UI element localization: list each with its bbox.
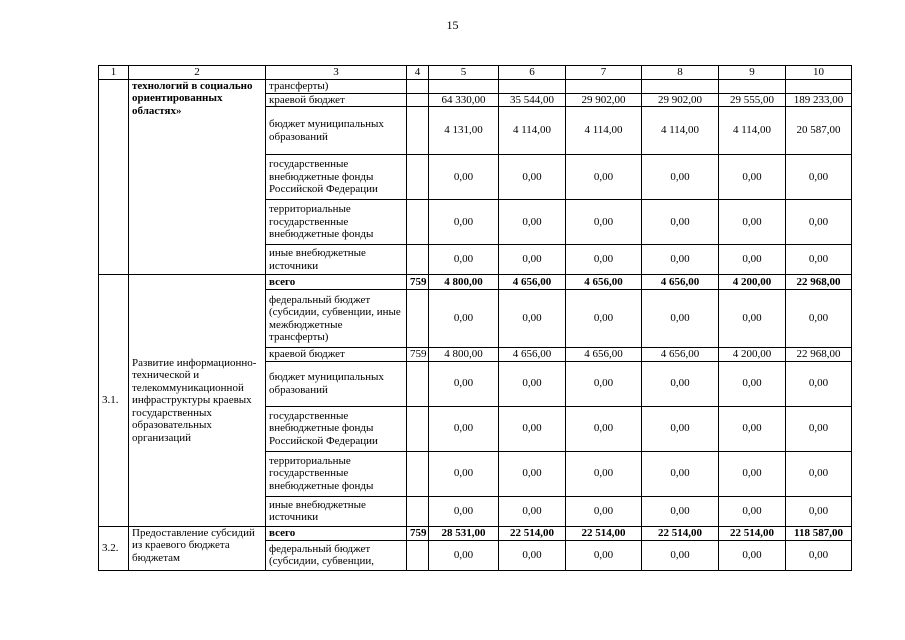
code-cell	[407, 155, 429, 200]
source-label: иные внебюджетные источники	[266, 245, 407, 275]
value-cell-col9: 4 200,00	[719, 348, 786, 362]
value-cell-col6: 4 114,00	[499, 107, 566, 155]
value-cell-col10: 0,00	[786, 361, 852, 406]
value-cell-col6: 0,00	[499, 200, 566, 245]
value-cell-col8: 0,00	[642, 155, 719, 200]
value-cell-col9	[719, 79, 786, 93]
source-label: бюджет муниципальных образований	[266, 361, 407, 406]
value-cell-col8: 29 902,00	[642, 93, 719, 107]
value-cell-col9: 4 114,00	[719, 107, 786, 155]
value-cell-col10: 118 587,00	[786, 526, 852, 540]
value-cell-col5: 4 800,00	[429, 348, 499, 362]
value-cell-col7: 0,00	[566, 155, 642, 200]
value-cell-col7: 0,00	[566, 200, 642, 245]
value-cell-col10: 0,00	[786, 540, 852, 570]
value-cell-col10	[786, 79, 852, 93]
value-cell-col8: 4 656,00	[642, 348, 719, 362]
value-cell-col5: 0,00	[429, 155, 499, 200]
value-cell-col8: 0,00	[642, 540, 719, 570]
value-cell-col5: 4 800,00	[429, 275, 499, 290]
header-cell-9: 9	[719, 66, 786, 80]
value-cell-col6: 0,00	[499, 406, 566, 451]
value-cell-col8: 0,00	[642, 406, 719, 451]
source-label: территориальные государственные внебюджетные фонды	[266, 200, 407, 245]
value-cell-col5: 0,00	[429, 496, 499, 526]
value-cell-col8: 4 114,00	[642, 107, 719, 155]
value-cell-col6: 22 514,00	[499, 526, 566, 540]
value-cell-col9: 0,00	[719, 245, 786, 275]
value-cell-col7: 0,00	[566, 540, 642, 570]
header-cell-3: 3	[266, 66, 407, 80]
code-cell	[407, 451, 429, 496]
value-cell-col9: 0,00	[719, 406, 786, 451]
value-cell-col10: 22 968,00	[786, 348, 852, 362]
header-cell-10: 10	[786, 66, 852, 80]
code-cell	[407, 200, 429, 245]
value-cell-col9: 4 200,00	[719, 275, 786, 290]
value-cell-col10: 0,00	[786, 290, 852, 348]
code-cell: 759	[407, 348, 429, 362]
value-cell-col6: 4 656,00	[499, 348, 566, 362]
value-cell-col10: 189 233,00	[786, 93, 852, 107]
value-cell-col10: 0,00	[786, 451, 852, 496]
value-cell-col6: 0,00	[499, 245, 566, 275]
source-label: федеральный бюджет (субсидии, субвенции, иные межбюджетные трансферты)	[266, 290, 407, 348]
value-cell-col5: 0,00	[429, 200, 499, 245]
header-row	[99, 66, 852, 80]
header-cell-1: 1	[99, 66, 129, 80]
source-label: федеральный бюджет (субсидии, субвенции,	[266, 540, 407, 570]
code-cell	[407, 245, 429, 275]
header-cell-6: 6	[499, 66, 566, 80]
header-cell-5: 5	[429, 66, 499, 80]
code-cell	[407, 540, 429, 570]
value-cell-col5: 0,00	[429, 451, 499, 496]
value-cell-col6: 0,00	[499, 155, 566, 200]
value-cell-col5: 64 330,00	[429, 93, 499, 107]
value-cell-col6: 4 656,00	[499, 275, 566, 290]
value-cell-col6: 0,00	[499, 496, 566, 526]
value-cell-col8: 0,00	[642, 200, 719, 245]
value-cell-col10: 0,00	[786, 245, 852, 275]
source-label: государственные внебюджетные фонды Российской Федерации	[266, 155, 407, 200]
value-cell-col9: 0,00	[719, 540, 786, 570]
source-label: всего	[266, 526, 407, 540]
value-cell-col8: 0,00	[642, 496, 719, 526]
source-label: территориальные государственные внебюджетные фонды	[266, 451, 407, 496]
measure-name: технологий в социально ориентированных областях»	[129, 79, 266, 275]
value-cell-col9: 0,00	[719, 496, 786, 526]
value-cell-col8	[642, 79, 719, 93]
value-cell-col6	[499, 79, 566, 93]
value-cell-col9: 29 555,00	[719, 93, 786, 107]
row-index	[99, 79, 129, 275]
value-cell-col10: 20 587,00	[786, 107, 852, 155]
value-cell-col9: 0,00	[719, 155, 786, 200]
source-label: иные внебюджетные источники	[266, 496, 407, 526]
value-cell-col10: 0,00	[786, 155, 852, 200]
value-cell-col10: 22 968,00	[786, 275, 852, 290]
code-cell: 759	[407, 526, 429, 540]
source-label: краевой бюджет	[266, 93, 407, 107]
page-number: 15	[446, 18, 459, 32]
value-cell-col7: 0,00	[566, 290, 642, 348]
value-cell-col8: 0,00	[642, 245, 719, 275]
table-row	[99, 79, 852, 93]
value-cell-col5: 0,00	[429, 290, 499, 348]
code-cell: 759	[407, 275, 429, 290]
value-cell-col7: 4 656,00	[566, 348, 642, 362]
value-cell-col6: 35 544,00	[499, 93, 566, 107]
header-cell-2: 2	[129, 66, 266, 80]
value-cell-col9: 0,00	[719, 290, 786, 348]
source-label: краевой бюджет	[266, 348, 407, 362]
value-cell-col6: 0,00	[499, 540, 566, 570]
row-index: 3.1.	[99, 275, 129, 527]
value-cell-col5: 0,00	[429, 245, 499, 275]
measure-name: Развитие информационно-технической и телекоммуникационной инфраструктуры краевых государственных образовательных организаций	[129, 275, 266, 527]
source-label: трансферты)	[266, 79, 407, 93]
value-cell-col7: 4 114,00	[566, 107, 642, 155]
table-row	[99, 275, 852, 290]
value-cell-col6: 0,00	[499, 361, 566, 406]
value-cell-col5: 28 531,00	[429, 526, 499, 540]
table-row	[99, 526, 852, 540]
code-cell	[407, 406, 429, 451]
value-cell-col9: 22 514,00	[719, 526, 786, 540]
code-cell	[407, 107, 429, 155]
value-cell-col10: 0,00	[786, 496, 852, 526]
code-cell	[407, 496, 429, 526]
code-cell	[407, 290, 429, 348]
value-cell-col7	[566, 79, 642, 93]
value-cell-col7: 0,00	[566, 406, 642, 451]
value-cell-col5: 4 131,00	[429, 107, 499, 155]
value-cell-col7: 0,00	[566, 361, 642, 406]
budget-table	[98, 65, 852, 571]
source-label: всего	[266, 275, 407, 290]
value-cell-col5	[429, 79, 499, 93]
header-cell-4: 4	[407, 66, 429, 80]
value-cell-col8: 0,00	[642, 361, 719, 406]
source-label: государственные внебюджетные фонды Российской Федерации	[266, 406, 407, 451]
value-cell-col7: 0,00	[566, 245, 642, 275]
value-cell-col8: 0,00	[642, 451, 719, 496]
source-label: бюджет муниципальных образований	[266, 107, 407, 155]
value-cell-col7: 22 514,00	[566, 526, 642, 540]
header-cell-8: 8	[642, 66, 719, 80]
code-cell	[407, 93, 429, 107]
code-cell	[407, 79, 429, 93]
value-cell-col7: 0,00	[566, 496, 642, 526]
value-cell-col8: 22 514,00	[642, 526, 719, 540]
value-cell-col8: 4 656,00	[642, 275, 719, 290]
value-cell-col8: 0,00	[642, 290, 719, 348]
value-cell-col10: 0,00	[786, 406, 852, 451]
measure-name: Предоставление субсидий из краевого бюджета бюджетам	[129, 526, 266, 570]
value-cell-col5: 0,00	[429, 361, 499, 406]
value-cell-col9: 0,00	[719, 200, 786, 245]
value-cell-col7: 4 656,00	[566, 275, 642, 290]
value-cell-col6: 0,00	[499, 451, 566, 496]
table-body	[99, 66, 852, 571]
value-cell-col7: 29 902,00	[566, 93, 642, 107]
value-cell-col10: 0,00	[786, 200, 852, 245]
value-cell-col9: 0,00	[719, 451, 786, 496]
value-cell-col7: 0,00	[566, 451, 642, 496]
value-cell-col9: 0,00	[719, 361, 786, 406]
value-cell-col5: 0,00	[429, 406, 499, 451]
value-cell-col5: 0,00	[429, 540, 499, 570]
value-cell-col6: 0,00	[499, 290, 566, 348]
code-cell	[407, 361, 429, 406]
header-cell-7: 7	[566, 66, 642, 80]
row-index: 3.2.	[99, 526, 129, 570]
